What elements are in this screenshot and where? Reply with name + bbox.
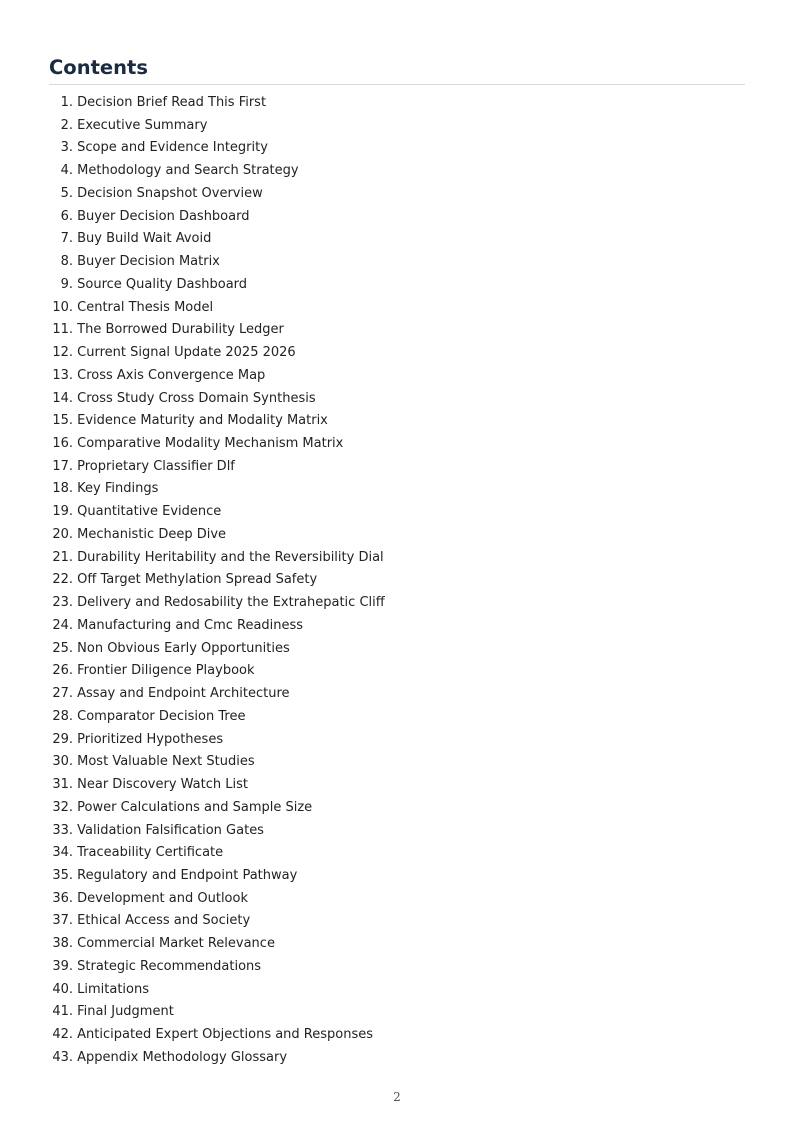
- toc-item-number: 19.: [52, 504, 73, 520]
- toc-item-title: Appendix Methodology Glossary: [77, 1049, 288, 1065]
- toc-item-title: Quantitative Evidence: [77, 504, 222, 520]
- toc-item-number: 3.: [60, 140, 73, 156]
- toc-item[interactable]: [49, 820, 745, 843]
- document-page: [49, 55, 745, 1070]
- toc-item-title: Current Signal Update 2025 2026: [77, 345, 296, 361]
- toc-item[interactable]: [49, 388, 745, 411]
- toc-item-title: Executive Summary: [77, 117, 208, 133]
- toc-item-title: Limitations: [77, 981, 150, 997]
- toc-item-title: Validation Falsification Gates: [77, 822, 264, 838]
- toc-item-number: 30.: [52, 754, 73, 770]
- toc-item-number: 4.: [60, 163, 73, 179]
- toc-item[interactable]: [49, 228, 745, 251]
- toc-item-number: 38.: [52, 936, 73, 952]
- toc-item-title: Evidence Maturity and Modality Matrix: [77, 413, 328, 429]
- toc-item[interactable]: [49, 638, 745, 661]
- toc-item[interactable]: [49, 92, 745, 115]
- toc-item-title: Ethical Access and Society: [77, 913, 251, 929]
- toc-item[interactable]: [49, 956, 745, 979]
- toc-item-title: Source Quality Dashboard: [77, 276, 248, 292]
- toc-item-number: 27.: [52, 686, 73, 702]
- toc-item-title: Central Thesis Model: [77, 299, 214, 315]
- toc-item[interactable]: [49, 615, 745, 638]
- toc-item[interactable]: [49, 1024, 745, 1047]
- toc-item[interactable]: [49, 183, 745, 206]
- toc-item[interactable]: [49, 797, 745, 820]
- toc-item[interactable]: [49, 160, 745, 183]
- toc-item-title: Comparative Modality Mechanism Matrix: [77, 436, 344, 452]
- toc-item[interactable]: [49, 706, 745, 729]
- toc-item-number: 28.: [52, 708, 73, 724]
- toc-item[interactable]: [49, 456, 745, 479]
- toc-item-title: Decision Snapshot Overview: [77, 185, 263, 201]
- toc-item-title: Methodology and Search Strategy: [77, 163, 299, 179]
- toc-item-title: Comparator Decision Tree: [77, 708, 246, 724]
- toc-item-number: 32.: [52, 799, 73, 815]
- toc-item[interactable]: [49, 979, 745, 1002]
- toc-item-title: Off Target Methylation Spread Safety: [77, 572, 318, 588]
- toc-item-title: Delivery and Redosability the Extrahepatic Cliff: [77, 595, 385, 611]
- toc-item-number: 29.: [52, 731, 73, 747]
- toc-item-number: 40.: [52, 981, 73, 997]
- toc-item[interactable]: [49, 115, 745, 138]
- toc-item-title: Key Findings: [77, 481, 159, 497]
- toc-item[interactable]: [49, 774, 745, 797]
- toc-item-number: 1.: [60, 95, 73, 110]
- toc-item-number: 21.: [52, 549, 73, 565]
- toc-item-number: 36.: [52, 890, 73, 906]
- toc-item[interactable]: [49, 910, 745, 933]
- toc-item-number: 23.: [52, 595, 73, 611]
- toc-item[interactable]: [49, 137, 745, 160]
- toc-item-number: 24.: [52, 617, 73, 633]
- toc-item-title: Traceability Certificate: [77, 845, 224, 861]
- toc-item-title: Power Calculations and Sample Size: [77, 799, 313, 815]
- toc-item-title: Mechanistic Deep Dive: [77, 526, 227, 542]
- toc-item[interactable]: [49, 319, 745, 342]
- toc-item-title: Manufacturing and Cmc Readiness: [77, 617, 304, 633]
- contents-heading: Contents: [49, 56, 148, 79]
- toc-item-number: 15.: [52, 413, 73, 429]
- toc-item[interactable]: [49, 1001, 745, 1024]
- toc-item-title: Strategic Recommendations: [77, 958, 262, 974]
- toc-item[interactable]: [49, 206, 745, 229]
- toc-item[interactable]: [49, 433, 745, 456]
- toc-item-title: The Borrowed Durability Ledger: [77, 322, 284, 338]
- toc-item-title: Assay and Endpoint Architecture: [77, 686, 290, 702]
- toc-item-number: 39.: [52, 958, 73, 974]
- toc-item[interactable]: [49, 865, 745, 888]
- toc-item[interactable]: [49, 1047, 745, 1070]
- toc-item-number: 6.: [60, 208, 73, 224]
- toc-item-number: 26.: [52, 663, 73, 679]
- toc-item[interactable]: [49, 660, 745, 683]
- toc-item-number: 20.: [52, 526, 73, 542]
- toc-item-number: 14.: [52, 390, 73, 406]
- toc-item-title: Anticipated Expert Objections and Responses: [77, 1027, 374, 1043]
- toc-item[interactable]: [49, 410, 745, 433]
- toc-item-number: 31.: [52, 777, 73, 793]
- toc-item-number: 42.: [52, 1027, 73, 1043]
- heading-divider: [49, 84, 745, 85]
- table-of-contents: [49, 92, 745, 1070]
- toc-item-title: Proprietary Classifier Dlf: [77, 458, 235, 474]
- toc-item[interactable]: [49, 547, 745, 570]
- toc-item-title: Final Judgment: [77, 1004, 174, 1020]
- page-number: 2: [393, 1090, 401, 1104]
- toc-item[interactable]: [49, 342, 745, 365]
- toc-item-number: 33.: [52, 822, 73, 838]
- toc-item-title: Non Obvious Early Opportunities: [77, 640, 290, 656]
- toc-item-title: Scope and Evidence Integrity: [77, 140, 268, 156]
- toc-item-number: 9.: [60, 276, 73, 292]
- toc-item-number: 34.: [52, 845, 73, 861]
- toc-item-title: Decision Brief Read This First: [77, 95, 267, 110]
- toc-item[interactable]: [49, 683, 745, 706]
- toc-item-title: Near Discovery Watch List: [77, 777, 248, 793]
- toc-item[interactable]: [49, 751, 745, 774]
- toc-item[interactable]: [49, 592, 745, 615]
- toc-item-title: Cross Study Cross Domain Synthesis: [77, 390, 316, 406]
- toc-item-number: 18.: [52, 481, 73, 497]
- toc-item-title: Cross Axis Convergence Map: [77, 367, 266, 383]
- toc-item-title: Frontier Diligence Playbook: [77, 663, 255, 679]
- toc-item-title: Prioritized Hypotheses: [77, 731, 224, 747]
- toc-item-number: 12.: [52, 345, 73, 361]
- toc-item-title: Buyer Decision Matrix: [77, 254, 220, 270]
- toc-item[interactable]: [49, 478, 745, 501]
- toc-item-number: 5.: [60, 185, 73, 201]
- toc-item[interactable]: [49, 933, 745, 956]
- toc-item-number: 43.: [52, 1049, 73, 1065]
- toc-item-title: Buy Build Wait Avoid: [77, 231, 212, 247]
- toc-item[interactable]: [49, 365, 745, 388]
- toc-item-number: 10.: [52, 299, 73, 315]
- toc-item-title: Most Valuable Next Studies: [77, 754, 255, 770]
- toc-item-number: 16.: [52, 436, 73, 452]
- toc-item[interactable]: [49, 501, 745, 524]
- toc-item-number: 37.: [52, 913, 73, 929]
- toc-item-number: 8.: [60, 254, 73, 270]
- toc-item[interactable]: [49, 274, 745, 297]
- toc-item-title: Durability Heritability and the Reversibility Dial: [77, 549, 384, 565]
- toc-item[interactable]: [49, 251, 745, 274]
- toc-item-number: 11.: [52, 322, 73, 338]
- toc-item-number: 41.: [52, 1004, 73, 1020]
- toc-item-title: Development and Outlook: [77, 890, 248, 906]
- toc-item-number: 25.: [52, 640, 73, 656]
- toc-item-title: Regulatory and Endpoint Pathway: [77, 867, 298, 883]
- toc-item[interactable]: [49, 729, 745, 752]
- toc-item[interactable]: [49, 524, 745, 547]
- toc-item-number: 22.: [52, 572, 73, 588]
- toc-item-number: 35.: [52, 867, 73, 883]
- toc-item-title: Buyer Decision Dashboard: [77, 208, 250, 224]
- toc-item[interactable]: [49, 842, 745, 865]
- toc-item-title: Commercial Market Relevance: [77, 936, 275, 952]
- toc-item[interactable]: [49, 888, 745, 911]
- toc-item-number: 7.: [60, 231, 73, 247]
- toc-item[interactable]: [49, 569, 745, 592]
- toc-item[interactable]: [49, 297, 745, 320]
- toc-item-number: 17.: [52, 458, 73, 474]
- toc-item-number: 13.: [52, 367, 73, 383]
- toc-item-number: 2.: [60, 117, 73, 133]
